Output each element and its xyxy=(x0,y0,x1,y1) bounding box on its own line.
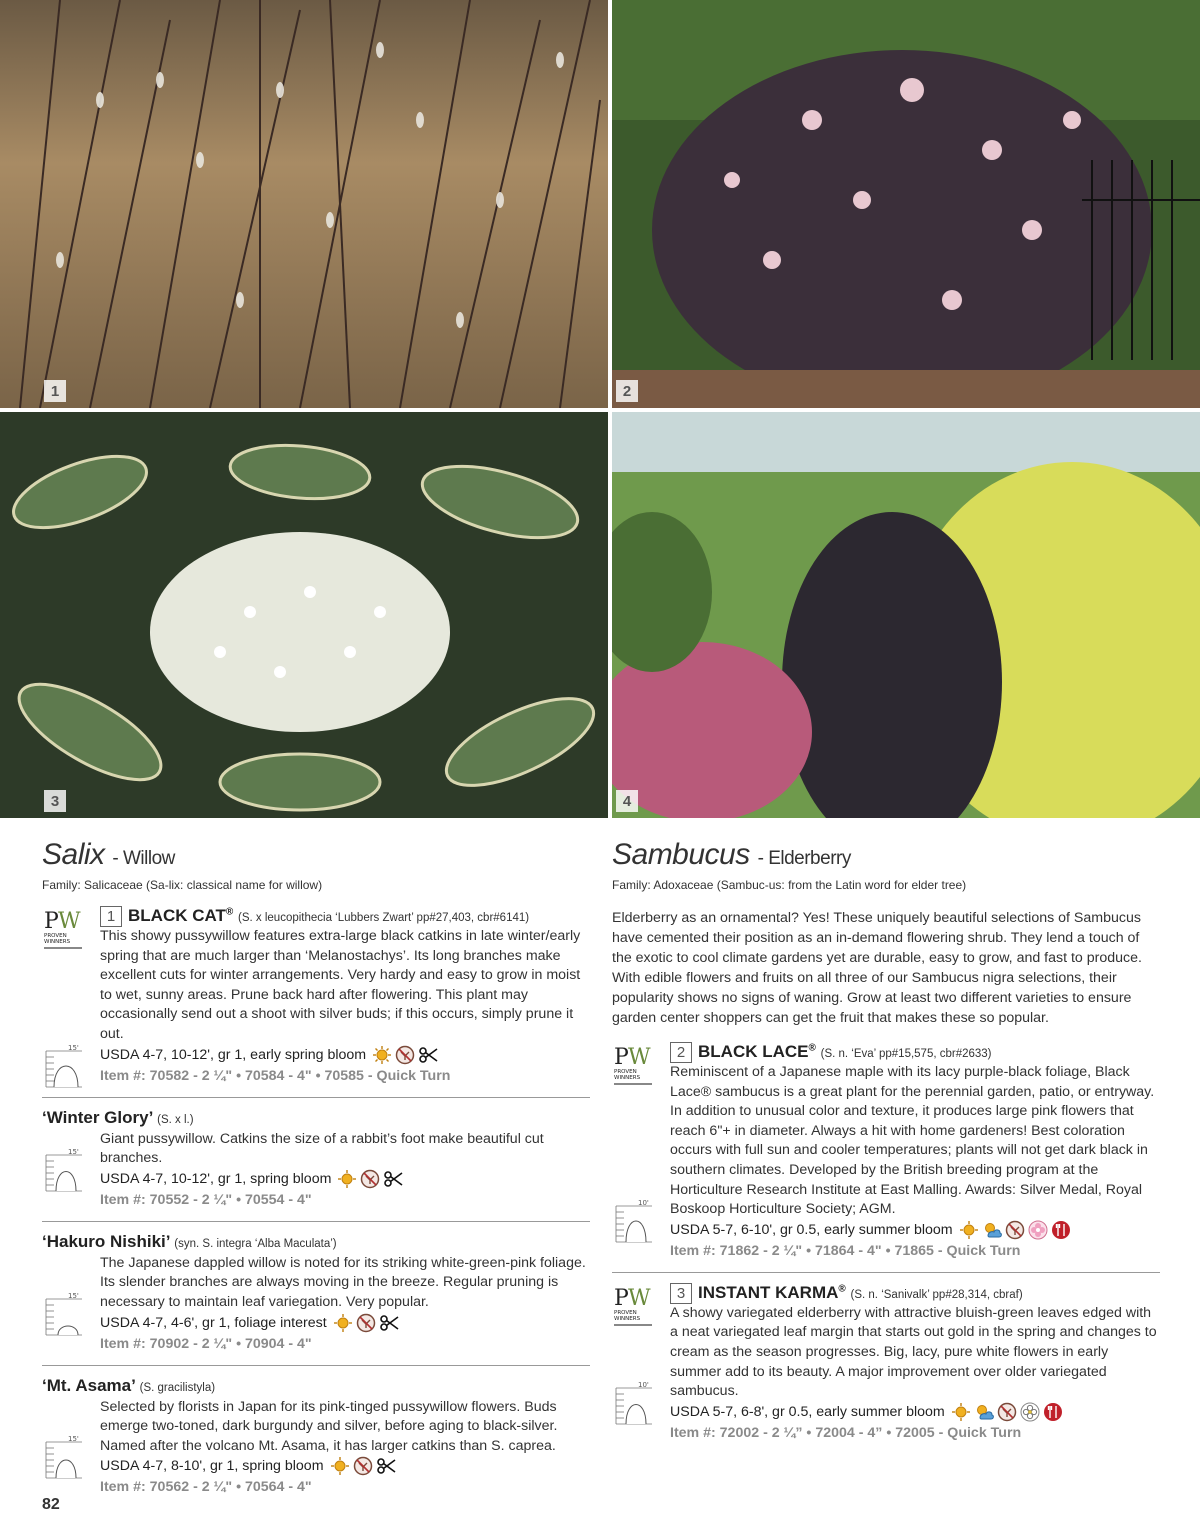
plant-icons xyxy=(333,1313,399,1333)
plant-icons xyxy=(330,1456,396,1476)
full-sun-icon xyxy=(372,1045,392,1065)
edible-icon xyxy=(1051,1220,1071,1240)
genus-name: Salix xyxy=(42,838,105,871)
svg-text:P: P xyxy=(614,1045,629,1070)
white-flower-icon xyxy=(1020,1402,1040,1422)
family-line: Family: Salicaceae (Sa-lix: classical name for willow) xyxy=(42,878,323,892)
part-sun-icon xyxy=(982,1220,1002,1240)
plant-entry-mt-asama xyxy=(42,1376,590,1499)
cut-flower-scissors-icon xyxy=(418,1045,438,1065)
svg-text:P: P xyxy=(44,909,59,934)
plant-name: BLACK CAT xyxy=(128,906,226,925)
height-gauge-icon xyxy=(612,1380,654,1426)
svg-text:PROVEN: PROVEN xyxy=(614,1309,637,1316)
plant-description: This showy pussywillow features extra-large black catkins in late winter/early spring that are much larger than ‘Melanostachys’. Its long branches make excellent cuts for winter arrangements. Very hardy and easy to grow in moist to wet, sunny areas. Prune back hard after flowering. This plant may occasionally send out a shoot with silver buds; if this occurs, simply prune it out. xyxy=(100,928,581,1042)
full-sun-icon xyxy=(959,1220,979,1240)
plant-item-numbers: Item #: 70552 - 2 ¼" • 70554 - 4" xyxy=(100,1191,312,1208)
photo-number: 4 xyxy=(616,790,638,812)
deer-resistant-icon xyxy=(1005,1220,1025,1240)
svg-text:10': 10' xyxy=(638,1380,649,1389)
height-gauge-icon xyxy=(42,1434,84,1480)
plant-item-numbers: Item #: 71862 - 2 ¼" • 71864 - 4" • 71865 - Quick Turn xyxy=(670,1242,1021,1259)
genus-intro: Elderberry as an ornamental? Yes! These uniquely beautiful selections of Sambucus have cemented their position as an in-demand flowering shrub. They lend a touch of the exotic to cool climate gardens yet are durable, easy to grow, and fast to produce. With edible flowers and fruits on all three of our Sambucus nigra selections, their popularity shows no signs of waning. Grow at least two different varieties to ensure garden center shoppers can get the fruit that makes these so popular. xyxy=(612,910,1142,1026)
plant-title xyxy=(42,1376,590,1396)
plant-description: Selected by florists in Japan for its pink-tinged pussywillow flowers. Buds emerge two-toned, dark burgundy and silver, before aging to black-silver. Named after the volcano Mt. Asama, it has larger catkins than S. caprea. xyxy=(100,1398,558,1454)
cut-flower-scissors-icon xyxy=(379,1313,399,1333)
photo-sambucus-garden xyxy=(612,412,1200,818)
svg-text:15': 15' xyxy=(68,1043,79,1052)
proven-winners-logo xyxy=(612,1283,656,1329)
plant-scientific-name: (S. n. ‘Eva’ pp#15,575, cbr#2633) xyxy=(820,1048,992,1060)
plant-item-numbers: Item #: 70562 - 2 ¼" • 70564 - 4" xyxy=(100,1479,312,1496)
plant-title xyxy=(100,906,590,927)
plant-description: The Japanese dappled willow is noted for its striking white-green-pink foliage. Its slender branches are always moving in the breeze. Regular pruning is necessary to maintain leaf variegation. Very popular. xyxy=(100,1254,586,1310)
plant-scientific-name: (S. n. ‘Sanivalk’ pp#28,314, cbraf) xyxy=(850,1288,1023,1301)
plant-usda-info xyxy=(100,1045,590,1065)
photo-number: 2 xyxy=(616,380,638,402)
svg-text:W: W xyxy=(58,909,81,934)
usda-text: USDA 4-7, 10-12', gr 1, early spring bloom xyxy=(100,1046,367,1063)
registered-mark: ® xyxy=(838,1283,846,1295)
full-sun-icon xyxy=(330,1456,350,1476)
photo-black-lace-elderberry xyxy=(612,0,1200,408)
plant-title xyxy=(670,1042,1160,1063)
plant-number: 1 xyxy=(100,906,122,927)
plant-title xyxy=(42,1232,590,1252)
plant-number: 2 xyxy=(670,1042,692,1063)
plant-name: ‘Mt. Asama’ xyxy=(42,1375,135,1395)
plant-entry-black-lace xyxy=(612,1042,1160,1262)
plant-icons xyxy=(959,1220,1071,1240)
plant-title xyxy=(670,1283,1160,1304)
divider xyxy=(612,1272,1160,1273)
sambucus-section xyxy=(612,836,1160,1444)
salix-section xyxy=(42,836,590,1498)
plant-name: ‘Hakuro Nishiki’ xyxy=(42,1231,170,1251)
plant-scientific-name: (S. gracilistyla) xyxy=(139,1381,216,1394)
genus-common-name: - Elderberry xyxy=(757,848,851,869)
plant-scientific-name: (S. x l.) xyxy=(157,1113,194,1126)
edible-icon xyxy=(1043,1402,1063,1422)
deer-resistant-icon xyxy=(360,1169,380,1189)
plant-name: BLACK LACE xyxy=(698,1042,809,1061)
plant-scientific-name: (S. x leucopithecia ‘Lubbers Zwart’ pp#27,403, cbr#6141) xyxy=(238,912,530,924)
family-line: Family: Adoxaceae (Sambuc-us: from the Latin word for elder tree) xyxy=(612,878,967,892)
svg-text:PROVEN: PROVEN xyxy=(614,1069,637,1075)
pw-logo-line2: WINNERS xyxy=(44,939,71,945)
plant-usda-info xyxy=(670,1220,1160,1240)
plant-item-numbers: Item #: 72002 - 2 ¼” • 72004 - 4” • 72005 - Quick Turn xyxy=(670,1424,1022,1441)
plant-icons xyxy=(372,1045,438,1065)
plant-icons xyxy=(951,1402,1063,1422)
usda-text: USDA 4-7, 8-10', gr 1, spring bloom xyxy=(100,1458,324,1475)
photo-number: 3 xyxy=(44,790,66,812)
plant-usda-info xyxy=(670,1402,1160,1422)
genus-name: Sambucus xyxy=(612,838,750,871)
usda-text: USDA 4-7, 10-12', gr 1, spring bloom xyxy=(100,1170,332,1187)
pink-flower-icon xyxy=(1028,1220,1048,1240)
svg-text:W: W xyxy=(628,1045,651,1070)
plant-name: ‘Winter Glory’ xyxy=(42,1107,153,1127)
pw-logo-line1: PROVEN xyxy=(44,933,67,939)
cut-flower-scissors-icon xyxy=(383,1169,403,1189)
svg-text:WINNERS: WINNERS xyxy=(614,1315,641,1322)
svg-text:P: P xyxy=(614,1285,629,1311)
divider xyxy=(42,1365,590,1366)
full-sun-icon xyxy=(333,1313,353,1333)
svg-text:15': 15' xyxy=(68,1291,79,1300)
registered-mark: ® xyxy=(808,1042,816,1054)
genus-heading xyxy=(42,836,590,878)
height-gauge-icon xyxy=(42,1147,84,1193)
deer-resistant-icon xyxy=(997,1402,1017,1422)
deer-resistant-icon xyxy=(353,1456,373,1476)
plant-description: Giant pussywillow. Catkins the size of a rabbit’s foot make beautiful cut branches. xyxy=(100,1130,544,1167)
full-sun-icon xyxy=(951,1402,971,1422)
plant-item-numbers: Item #: 70902 - 2 ¼" • 70904 - 4" xyxy=(100,1335,312,1352)
svg-text:15': 15' xyxy=(68,1435,79,1444)
deer-resistant-icon xyxy=(356,1313,376,1333)
photo-black-cat-willow xyxy=(0,0,608,408)
plant-usda-info xyxy=(100,1456,590,1476)
genus-common-name: - Willow xyxy=(112,848,175,869)
plant-description: A showy variegated elderberry with attractive bluish-green leaves edged with a neat variegated leaf margin that starts out gold in the spring and changes to cream as the season progresses. Big, lacy, pure white flowers in early summer add to its beauty. A major improvement over older variegated sambucus. xyxy=(670,1304,1157,1400)
registered-mark: ® xyxy=(225,906,234,918)
plant-entry-winter-glory xyxy=(42,1108,590,1211)
usda-text: USDA 5-7, 6-10', gr 0.5, early summer bloom xyxy=(670,1221,953,1238)
proven-winners-logo xyxy=(42,906,86,952)
usda-text: USDA 4-7, 4-6', gr 1, foliage interest xyxy=(100,1314,327,1331)
svg-text:W: W xyxy=(628,1285,651,1311)
height-gauge-icon xyxy=(42,1043,84,1089)
svg-text:15': 15' xyxy=(68,1147,79,1156)
photo-number: 1 xyxy=(44,380,66,402)
svg-text:WINNERS: WINNERS xyxy=(614,1075,641,1081)
height-gauge-icon xyxy=(42,1291,84,1337)
part-sun-icon xyxy=(974,1402,994,1422)
deer-resistant-icon xyxy=(395,1045,415,1065)
divider xyxy=(42,1097,590,1098)
plant-number: 3 xyxy=(670,1283,692,1304)
usda-text: USDA 5-7, 6-8', gr 0.5, early summer bloom xyxy=(670,1403,945,1420)
plant-usda-info xyxy=(100,1169,590,1189)
plant-entry-hakuro-nishiki xyxy=(42,1232,590,1355)
plant-title xyxy=(42,1108,590,1128)
plant-item-numbers: Item #: 70582 - 2 ¼" • 70584 - 4" • 70585 - Quick Turn xyxy=(100,1067,451,1084)
plant-description: Reminiscent of a Japanese maple with its lacy purple-black foliage, Black Lace® sambucus is a great plant for the perennial garden, patio, or entryway. In addition to unusual color and texture, it produces large pink flowers that reach 6"+ in diameter. Always a hit with home gardeners! Best coloration occurs with full sun and cooler temperatures; plants will not get dark black in southern climates. Developed by the British breeding program at the Horticulture Research Institute at East Malling. Awards: Silver Medal, Royal Boskoop Horticulture Society; AGM. xyxy=(670,1064,1155,1218)
plant-usda-info xyxy=(100,1313,590,1333)
full-sun-icon xyxy=(337,1169,357,1189)
cut-flower-scissors-icon xyxy=(376,1456,396,1476)
plant-icons xyxy=(337,1169,403,1189)
genus-heading xyxy=(612,836,1160,878)
photo-instant-karma-flowers xyxy=(0,412,608,818)
plant-name: INSTANT KARMA xyxy=(698,1282,839,1302)
svg-text:10': 10' xyxy=(638,1198,649,1207)
plant-scientific-name: (syn. S. integra ‘Alba Maculata’) xyxy=(174,1237,337,1250)
height-gauge-icon xyxy=(612,1198,654,1244)
plant-entry-black-cat xyxy=(42,906,590,1087)
plant-entry-instant-karma xyxy=(612,1283,1160,1444)
proven-winners-logo xyxy=(612,1042,656,1088)
page-number: 82 xyxy=(42,1496,60,1513)
divider xyxy=(42,1221,590,1222)
